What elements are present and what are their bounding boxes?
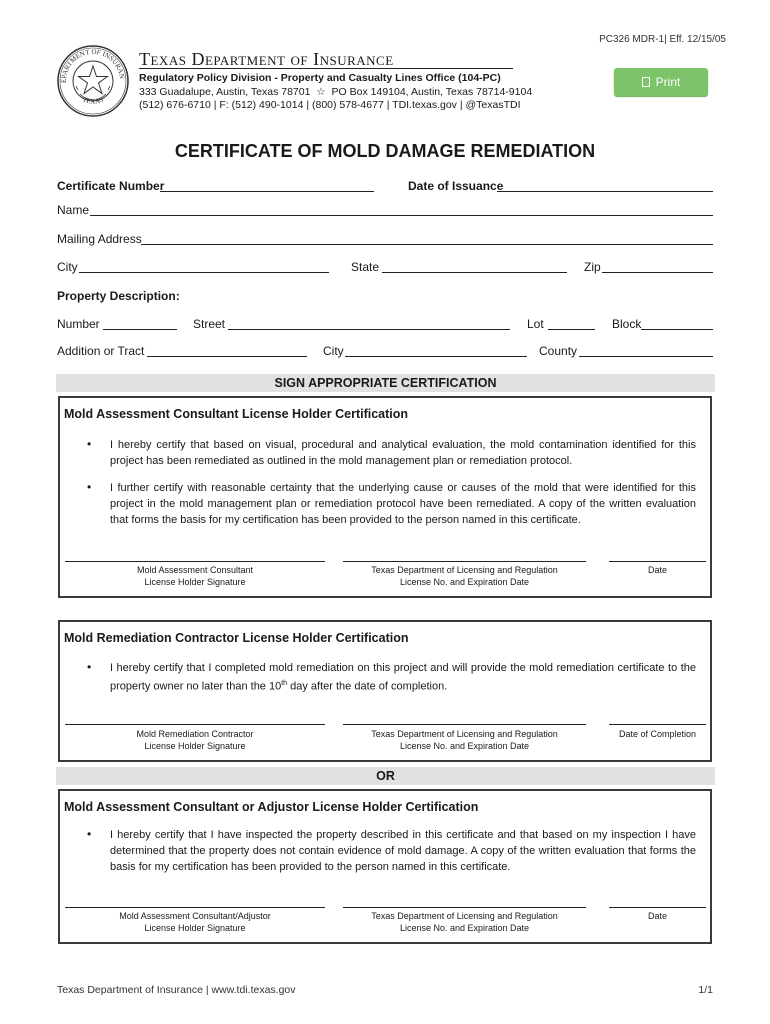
lot-label: Lot xyxy=(527,317,544,331)
seal-icon xyxy=(56,44,130,118)
city2-label: City xyxy=(323,344,344,358)
contractor-signature-line[interactable] xyxy=(65,724,325,725)
consultant-cert-title: Mold Assessment Consultant License Holder Certification xyxy=(64,407,409,421)
license-number-line[interactable] xyxy=(343,561,586,562)
division-name: Regulatory Policy Division - Property and Casualty Lines Office (104-PC) xyxy=(139,72,501,84)
sig-caption-2-line2: License No. and Expiration Date xyxy=(399,577,530,587)
date-line[interactable] xyxy=(609,907,706,908)
form-id: PC326 MDR-1| Eff. 12/15/05 xyxy=(599,34,726,45)
print-label: Print xyxy=(655,75,681,89)
sig-caption-1-line1: Mold Remediation Contractor xyxy=(136,729,254,739)
star-icon: ☆ xyxy=(313,86,329,98)
date-of-issuance-field[interactable] xyxy=(497,191,713,192)
mailing-address-field[interactable] xyxy=(141,244,713,245)
city2-field[interactable] xyxy=(345,356,527,357)
street-field[interactable] xyxy=(228,329,510,330)
block-field[interactable] xyxy=(641,329,713,330)
address-street: 333 Guadalupe, Austin, Texas 78701 xyxy=(139,86,311,98)
sig-caption-2-line2: License No. and Expiration Date xyxy=(399,741,530,751)
sig-caption-2-line1: Texas Department of Licensing and Regulation xyxy=(371,565,558,575)
date-of-completion-line[interactable] xyxy=(609,724,706,725)
mailing-address-label: Mailing Address xyxy=(57,232,142,246)
sig-caption-1-line2: License Holder Signature xyxy=(144,577,246,587)
sig-caption-1-line1: Mold Assessment Consultant xyxy=(136,565,254,575)
bullet-icon: • xyxy=(87,660,92,674)
city-label: City xyxy=(57,260,78,274)
state-field[interactable] xyxy=(382,272,567,273)
contractor-cert-bullet-1: I hereby certify that I completed mold remediation on this project and will provide the mold remediation certificate to the property owner no later than the 10th day after the date of completion. xyxy=(110,662,696,693)
addition-tract-field[interactable] xyxy=(147,356,307,357)
sign-certification-band: SIGN APPROPRIATE CERTIFICATION xyxy=(56,374,715,392)
addition-tract-label: Addition or Tract xyxy=(57,344,145,358)
sig-caption-2-line1: Texas Department of Licensing and Regulation xyxy=(371,729,558,739)
sig-caption-1-line1: Mold Assessment Consultant/Adjustor xyxy=(119,911,271,921)
certificate-number-field[interactable] xyxy=(160,191,374,192)
contact-line: (512) 676-6710 | F: (512) 490-1014 | (800) 578-4677 | TDI.texas.gov | @TexasTDI xyxy=(139,99,521,111)
date-of-issuance-label: Date of Issuance xyxy=(408,179,504,193)
address-po: PO Box 149104, Austin, Texas 78714-9104 xyxy=(331,86,533,98)
state-label: State xyxy=(351,260,380,274)
printer-icon xyxy=(642,77,650,87)
sig-caption-1 xyxy=(65,728,325,752)
sig-caption-2-line1: Texas Department of Licensing and Regulation xyxy=(371,911,558,921)
certificate-number-label: Certificate Number xyxy=(57,179,165,193)
lot-field[interactable] xyxy=(548,329,595,330)
contractor-cert-title: Mold Remediation Contractor License Holder Certification xyxy=(64,631,409,645)
property-description-label: Property Description: xyxy=(57,289,180,303)
date-line[interactable] xyxy=(609,561,706,562)
sig-caption-1 xyxy=(65,910,325,934)
sig-caption-1 xyxy=(65,564,325,588)
sig-caption-2-line2: License No. and Expiration Date xyxy=(399,923,530,933)
agency-name: Texas Department of Insurance xyxy=(139,49,394,69)
license-number-line[interactable] xyxy=(343,907,586,908)
sig-caption-2 xyxy=(343,564,586,588)
adjustor-signature-line[interactable] xyxy=(65,907,325,908)
page-number: 1/1 xyxy=(698,984,713,996)
sig-caption-1-line2: License Holder Signature xyxy=(144,923,246,933)
adjustor-cert-title: Mold Assessment Consultant or Adjustor License Holder Certification xyxy=(64,800,479,814)
number-label: Number xyxy=(57,317,100,331)
adjustor-cert-bullet-1: I hereby certify that I have inspected the property described in this certificate and that based on my inspection I have determined that the property does not contain evidence of mold damage. A copy of the written evaluation that forms the basis for my certification has been provided to the person named in this certificate. xyxy=(110,829,696,873)
number-field[interactable] xyxy=(103,329,177,330)
footer-left: Texas Department of Insurance | www.tdi.texas.gov xyxy=(57,984,296,996)
block-label: Block xyxy=(612,317,642,331)
sig-caption-3: Date xyxy=(647,911,667,921)
or-band: OR xyxy=(56,767,715,785)
county-label: County xyxy=(539,344,578,358)
county-field[interactable] xyxy=(579,356,713,357)
consultant-cert-bullet-2: I further certify with reasonable certainty that the underlying cause or causes of the mold that were identified for this project in the mold management plan or remediation protocol have been remediated. A copy of the written evaluation that forms the basis for my certification has been provided to the person named in this certificate. xyxy=(110,482,696,526)
consultant-cert-bullet-1: I hereby certify that based on visual, procedural and analytical evaluation, the mold contamination identified for this project has been remediated as outlined in the mold management plan or remediation protocol. xyxy=(110,439,696,467)
sig-caption-2 xyxy=(343,728,586,752)
street-label: Street xyxy=(193,317,226,331)
print-button[interactable] xyxy=(614,68,708,96)
bullet-icon: • xyxy=(87,437,92,451)
city-field[interactable] xyxy=(79,272,329,273)
license-number-line[interactable] xyxy=(343,724,586,725)
name-field[interactable] xyxy=(90,215,713,216)
name-label: Name xyxy=(57,203,90,217)
svg-text:DEPARTMENT OF INSURANCE: EPARTMENT OF INSURAN xyxy=(59,47,126,83)
bullet-icon: • xyxy=(87,480,92,494)
svg-text:TEXAS: TEXAS xyxy=(81,95,105,106)
agency-underline xyxy=(139,68,513,69)
zip-label: Zip xyxy=(584,260,601,274)
tdi-seal xyxy=(56,44,130,118)
page-title: CERTIFICATE OF MOLD DAMAGE REMEDIATION xyxy=(174,141,596,161)
sig-caption-1-line2: License Holder Signature xyxy=(144,741,246,751)
consultant-signature-line[interactable] xyxy=(65,561,325,562)
zip-field[interactable] xyxy=(602,272,713,273)
bullet-icon: • xyxy=(87,827,92,841)
address-line xyxy=(139,86,532,98)
sig-caption-3: Date xyxy=(647,565,667,575)
sig-caption-3: Date of Completion xyxy=(618,729,697,739)
sig-caption-2 xyxy=(343,910,586,934)
